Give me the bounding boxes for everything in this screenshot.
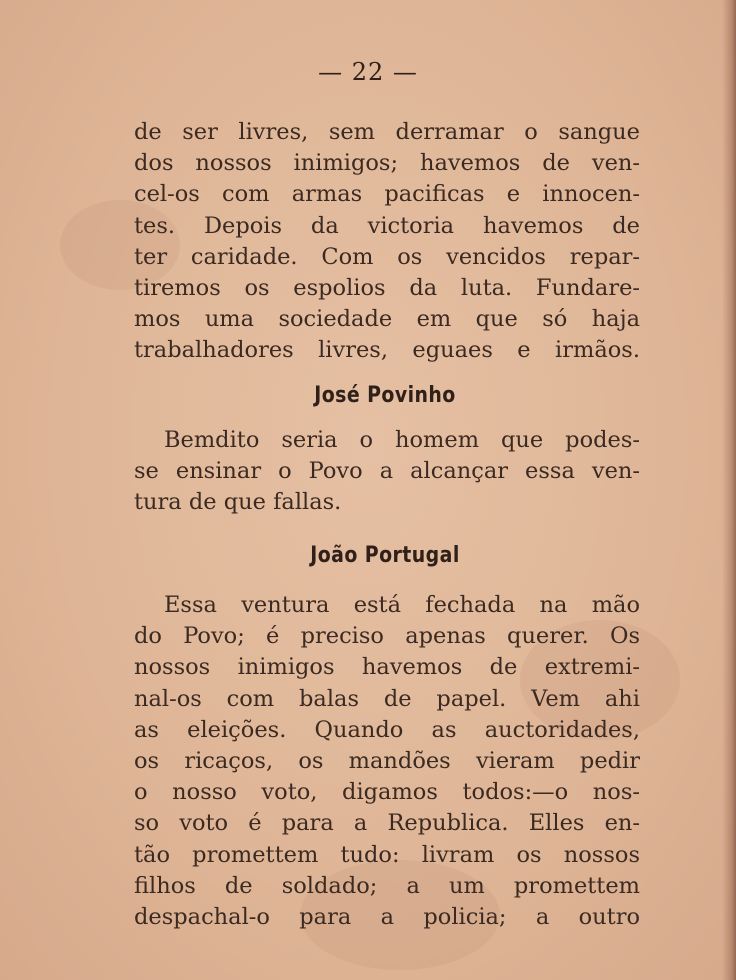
speaker-name-joao-portugal: João Portugal <box>310 543 460 568</box>
page-number: — 22 — <box>318 58 418 86</box>
text-line: despachal-o para a policia; a outro <box>134 904 640 931</box>
text-line: dos nossos inimigos; havemos de ven- <box>134 150 640 177</box>
text-line: Essa ventura está fechada na mão <box>164 592 640 618</box>
text-line: de ser livres, sem derramar o sangue <box>134 119 640 145</box>
speaker-name-jose-povinho: José Povinho <box>314 383 456 408</box>
text-line: tura de que fallas. <box>134 489 342 516</box>
page-edge-shadow <box>722 0 736 980</box>
paragraph-intro <box>134 117 640 367</box>
text-line: so voto é para a Republica. Elles en- <box>134 810 640 837</box>
text-line: nossos inimigos havemos de extremi- <box>134 654 640 681</box>
text-line: trabalhadores livres, eguaes e irmãos. <box>134 337 640 364</box>
text-line: os ricaços, os mandões vieram pedir <box>134 748 640 775</box>
text-line: do Povo; é preciso apenas querer. Os <box>134 623 640 650</box>
text-line: tes. Depois da victoria havemos de <box>134 212 640 239</box>
text-line: Bemdito seria o homem que podes- <box>164 427 640 453</box>
text-line: o nosso voto, digamos todos:—o nos- <box>134 779 640 806</box>
text-line: se ensinar o Povo a alcançar essa ven- <box>134 458 640 485</box>
text-line: tão promettem tudo: livram os nossos <box>134 841 640 868</box>
paragraph-joao-portugal <box>134 590 640 933</box>
text-line: as eleições. Quando as auctoridades, <box>134 716 640 743</box>
text-line: tiremos os espolios da luta. Fundare- <box>134 275 640 302</box>
text-line: ter caridade. Com os vencidos repar- <box>134 243 640 270</box>
text-line: mos uma sociedade em que só haja <box>134 306 640 333</box>
text-line: cel-os com armas pacificas e innocen- <box>134 181 640 208</box>
text-line: filhos de soldado; a um promettem <box>134 872 640 899</box>
text-line: nal-os com balas de papel. Vem ahi <box>134 685 640 712</box>
paragraph-jose-povinho <box>134 425 640 519</box>
